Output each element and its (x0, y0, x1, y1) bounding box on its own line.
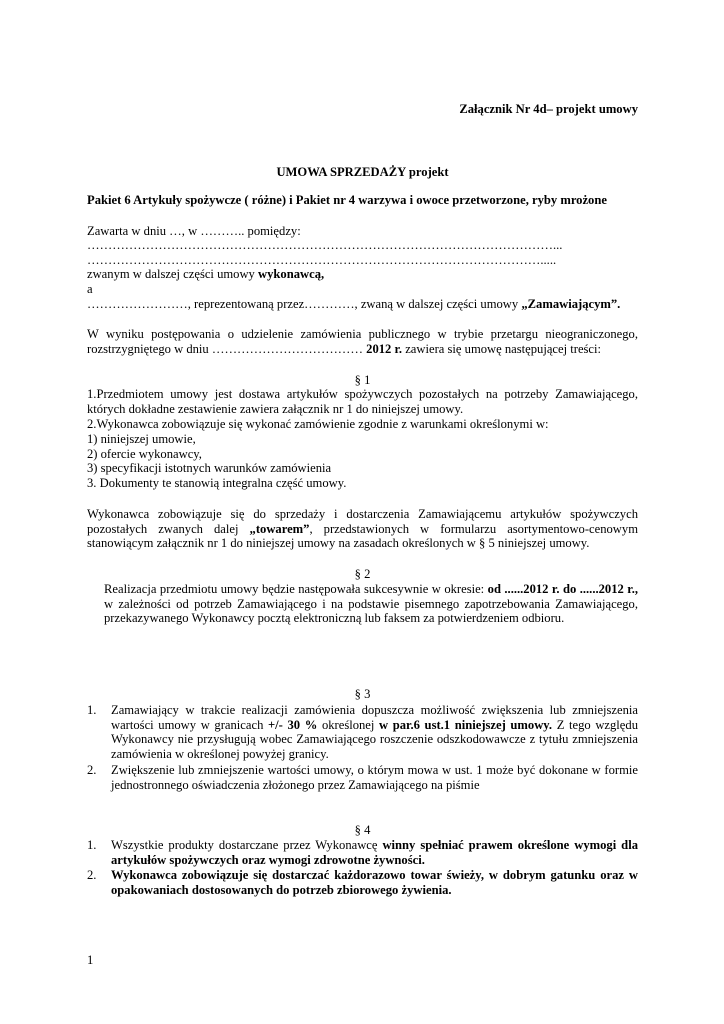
buyer-line: ……………………, reprezentowaną przez…………, zwaną w dalszej części umowy „Zamawiającym”. (87, 297, 621, 311)
document-title: UMOWA SPRZEDAŻY projekt (276, 165, 449, 179)
contractor-line: zwanym w dalszej części umowy wykonawcą, (87, 267, 325, 281)
section-1-item-1: 1) niniejszej umowie, (87, 432, 196, 446)
section-1-heading: § 1 (354, 373, 371, 387)
list-number: 2. (87, 763, 97, 777)
parties-dots-2: ………………………………………………………………………………………………..... (87, 253, 557, 267)
section-4-item-2: 2. Wykonawca zobowiązuje się dostarczać każdorazowo towar świeży, w dobrym gatunku oraz w opakowaniach dostosowanych do potrzeb zbiorowego żywienia. (87, 868, 638, 897)
section-1-para-2: 2.Wykonawca zobowiązuje się wykonać zamówienie zgodnie z warunkami określonymi w: (87, 417, 549, 431)
preamble: W wyniku postępowania o udzielenie zamówienia publicznego w trybie przetargu nieograniczonego, rozstrzygniętego w dniu ……………………………… 2012 r. zawiera się umowę następującej treści: (87, 327, 638, 356)
section-2-para: Realizacja przedmiotu umowy będzie następowała sukcesywnie w okresie: od ......2012 r. do ......2012 r., w zależności od potrzeb Zamawiającego i na podstawie pisemnego zapotrzebowania Zamawiającego, przekazywanego Wykonawcy pocztą elektroniczną lub faksem za potwierdzeniem odbioru. (104, 582, 638, 626)
section-2-heading: § 2 (354, 567, 371, 581)
section-3-heading: § 3 (354, 687, 371, 701)
section-1-para-1: 1.Przedmiotem umowy jest dostawa artykułów spożywczych pozostałych na potrzeby Zamawiającego, których dokładne zestawienie zawiera załącznik nr 1 do niniejszej umowy. (87, 387, 638, 416)
section-3-item-2: 2. Zwiększenie lub zmniejszenie wartości umowy, o którym mowa w ust. 1 może być dokonane w formie jednostronnego oświadczenia złożonego przez Zamawiającego na piśmie (87, 763, 638, 792)
and-line: a (87, 282, 93, 296)
list-number: 2. (87, 868, 97, 882)
section-1-item-4: 3. Dokumenty te stanowią integralna część umowy. (87, 476, 347, 490)
list-number: 1. (87, 838, 97, 852)
page-number: 1 (87, 953, 94, 967)
section-4-heading: § 4 (354, 823, 371, 837)
parties-intro: Zawarta w dniu …, w ……….. pomiędzy: (87, 224, 301, 238)
contract-subject: Pakiet 6 Artykuły spożywcze ( różne) i Pakiet nr 4 warzywa i owoce przetworzone, ryby mrożone (87, 193, 607, 207)
section-1-para-3: Wykonawca zobowiązuje się do sprzedaży i dostarczenia Zamawiającemu artykułów spożywczych pozostałych zwanych dalej „towarem”, przedstawionych w formularzu asortymentowo-cenowym stanowiącym załącznik nr 1 do niniejszej umowy na zasadach określonych w § 5 niniejszej umowy. (87, 507, 638, 551)
parties-dots-1: …………………………………………………………………………………………………... (87, 238, 563, 252)
section-1-item-2: 2) ofercie wykonawcy, (87, 447, 202, 461)
attachment-header: Załącznik Nr 4d– projekt umowy (459, 102, 638, 116)
section-4-item-1: 1. Wszystkie produkty dostarczane przez Wykonawcę winny spełniać prawem określone wymogi dla artykułów spożywczych oraz wymogi zdrowotne żywności. (87, 838, 638, 867)
list-number: 1. (87, 703, 97, 717)
section-1-item-3: 3) specyfikacji istotnych warunków zamówienia (87, 461, 332, 475)
section-3-item-1: 1. Zamawiający w trakcie realizacji zamówienia dopuszcza możliwość zwiększenia lub zmniejszenia wartości umowy w granicach +/- 30 % określonej w par.6 ust.1 niniejszej umowy. Z tego względu Wykonawcy nie przysługują wobec Zamawiającego roszczenie odszkodowawcze z tytułu zmniejszenia zamówienia w określonej powyżej granicy. (87, 703, 638, 761)
